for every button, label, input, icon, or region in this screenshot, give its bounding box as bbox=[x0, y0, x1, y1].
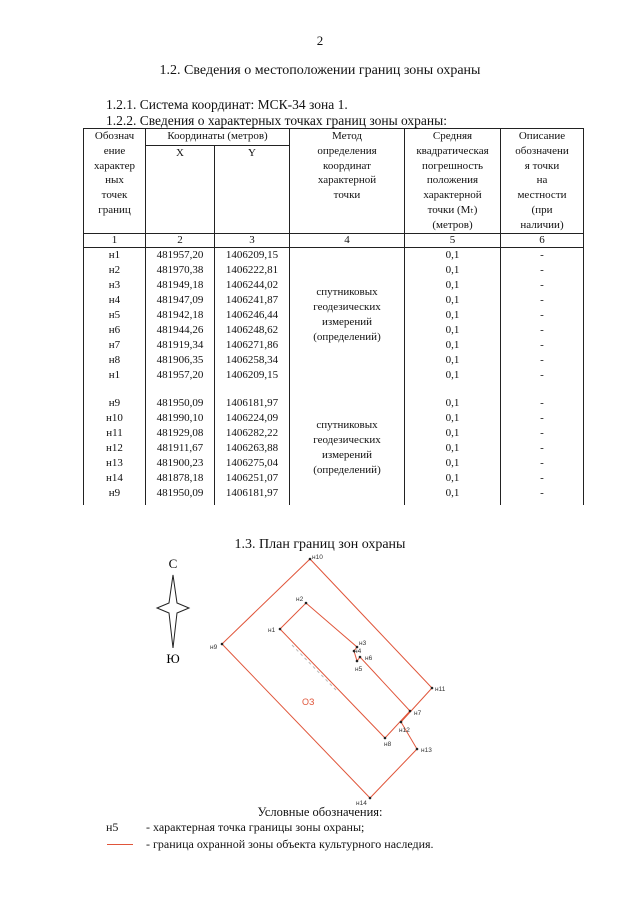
plan-point-label: н14 bbox=[356, 800, 367, 807]
compass-north: С bbox=[168, 556, 178, 571]
col-number: 4 bbox=[290, 233, 405, 247]
cell-point: н9 bbox=[84, 486, 146, 501]
cell-error: 0,1 bbox=[405, 353, 501, 368]
compass-icon bbox=[157, 556, 189, 666]
header-error: Средняя квадратическая погрешность положения характерной точки (Mₜ) (метров) bbox=[405, 129, 501, 234]
cell-error: 0,1 bbox=[405, 471, 501, 486]
plan-point-label: н8 bbox=[384, 741, 392, 748]
cell-x: 481878,18 bbox=[146, 471, 215, 486]
cell-y: 1406282,22 bbox=[215, 426, 290, 441]
cell-y: 1406246,44 bbox=[215, 308, 290, 323]
inner-zone-boundary bbox=[280, 603, 410, 738]
cell-y: 1406271,86 bbox=[215, 338, 290, 353]
plan-point-label: н13 bbox=[421, 747, 432, 754]
cell-point: н10 bbox=[84, 411, 146, 426]
cell-y: 1406248,62 bbox=[215, 323, 290, 338]
cell-point: н9 bbox=[84, 396, 146, 411]
cell-error: 0,1 bbox=[405, 368, 501, 383]
cell-x: 481942,18 bbox=[146, 308, 215, 323]
plan-point bbox=[359, 656, 362, 659]
plan-point-label: н6 bbox=[365, 655, 373, 662]
axis-line bbox=[292, 645, 336, 690]
legend-point-desc: - характерная точка границы зоны охраны; bbox=[146, 820, 365, 834]
cell-x: 481957,20 bbox=[146, 368, 215, 383]
plan-point bbox=[400, 721, 403, 724]
section-title-1-2: 1.2. Сведения о местоположении границ зоны охраны bbox=[159, 63, 481, 78]
cell-error: 0,1 bbox=[405, 486, 501, 501]
cell-error: 0,1 bbox=[405, 293, 501, 308]
cell-desc: - bbox=[501, 263, 584, 278]
cell-x: 481900,23 bbox=[146, 456, 215, 471]
cell-point: н3 bbox=[84, 278, 146, 293]
plan-point-label: н5 bbox=[355, 666, 363, 673]
col-number: 2 bbox=[146, 233, 215, 247]
cell-point: н2 bbox=[84, 263, 146, 278]
cell-x: 481929,08 bbox=[146, 426, 215, 441]
compass-south: Ю bbox=[166, 651, 180, 666]
header-x: X bbox=[146, 145, 215, 233]
plan-point-label: н12 bbox=[399, 727, 410, 734]
cell-error: 0,1 bbox=[405, 456, 501, 471]
plan-point-label: н2 bbox=[296, 596, 304, 603]
cell-y: 1406244,02 bbox=[215, 278, 290, 293]
plan-point-label: н4 bbox=[354, 648, 362, 655]
plan-point bbox=[356, 660, 359, 663]
cell-x: 481957,20 bbox=[146, 247, 215, 263]
cell-error: 0,1 bbox=[405, 278, 501, 293]
cell-x: 481947,09 bbox=[146, 293, 215, 308]
cell-point: н7 bbox=[84, 338, 146, 353]
cell-error: 0,1 bbox=[405, 338, 501, 353]
plan-point bbox=[384, 737, 387, 740]
cell-error: 0,1 bbox=[405, 323, 501, 338]
cell-point: н12 bbox=[84, 441, 146, 456]
coord-system-line: 1.2.1. Система координат: МСК-34 зона 1. bbox=[106, 97, 348, 112]
cell-desc: - bbox=[501, 247, 584, 263]
cell-point: н11 bbox=[84, 426, 146, 441]
cell-x: 481944,26 bbox=[146, 323, 215, 338]
plan-geometry bbox=[210, 554, 446, 807]
plan-point bbox=[309, 558, 312, 561]
header-coordinates: Координаты (метров) bbox=[146, 129, 290, 146]
cell-x: 481970,38 bbox=[146, 263, 215, 278]
cell-desc: - bbox=[501, 411, 584, 426]
cell-y: 1406258,34 bbox=[215, 353, 290, 368]
cell-y: 1406275,04 bbox=[215, 456, 290, 471]
cell-y: 1406209,15 bbox=[215, 247, 290, 263]
col-number: 3 bbox=[215, 233, 290, 247]
col-number: 1 bbox=[84, 233, 146, 247]
cell-y: 1406241,87 bbox=[215, 293, 290, 308]
zone-label: ОЗ bbox=[302, 697, 315, 707]
cell-desc: - bbox=[501, 338, 584, 353]
char-points-title: 1.2.2. Сведения о характерных точках границ зоны охраны: bbox=[106, 113, 447, 128]
cell-y: 1406181,97 bbox=[215, 396, 290, 411]
plan-point bbox=[409, 710, 412, 713]
legend-line-sample bbox=[107, 844, 133, 845]
cell-desc: - bbox=[501, 441, 584, 456]
plan-point-label: н3 bbox=[359, 640, 367, 647]
cell-method: спутниковых геодезических измерений (определений) bbox=[290, 247, 405, 383]
header-y: Y bbox=[215, 145, 290, 233]
cell-desc: - bbox=[501, 456, 584, 471]
cell-desc: - bbox=[501, 323, 584, 338]
col-number: 6 bbox=[501, 233, 584, 247]
cell-x: 481949,18 bbox=[146, 278, 215, 293]
plan-point bbox=[369, 797, 372, 800]
cell-error: 0,1 bbox=[405, 308, 501, 323]
cell-y: 1406263,88 bbox=[215, 441, 290, 456]
cell-point: н5 bbox=[84, 308, 146, 323]
cell-point: н4 bbox=[84, 293, 146, 308]
legend-point-symbol: н5 bbox=[106, 820, 119, 834]
cell-point: н1 bbox=[84, 368, 146, 383]
plan-point bbox=[279, 628, 282, 631]
cell-error: 0,1 bbox=[405, 411, 501, 426]
col-number: 5 bbox=[405, 233, 501, 247]
cell-point: н14 bbox=[84, 471, 146, 486]
cell-x: 481950,09 bbox=[146, 396, 215, 411]
cell-desc: - bbox=[501, 308, 584, 323]
cell-error: 0,1 bbox=[405, 396, 501, 411]
cell-y: 1406222,81 bbox=[215, 263, 290, 278]
plan-point bbox=[305, 602, 308, 605]
cell-error: 0,1 bbox=[405, 441, 501, 456]
plan-point-label: н1 bbox=[268, 627, 276, 634]
cell-y: 1406224,09 bbox=[215, 411, 290, 426]
cell-x: 481911,67 bbox=[146, 441, 215, 456]
header-point-name: Обознач ение характер ных точек границ bbox=[84, 129, 146, 234]
legend-line-desc: - граница охранной зоны объекта культурного наследия. bbox=[146, 837, 434, 851]
cell-y: 1406251,07 bbox=[215, 471, 290, 486]
cell-desc: - bbox=[501, 396, 584, 411]
cell-x: 481950,09 bbox=[146, 486, 215, 501]
plan-point-label: н11 bbox=[435, 686, 446, 693]
cell-point: н6 bbox=[84, 323, 146, 338]
cell-point: н13 bbox=[84, 456, 146, 471]
cell-desc: - bbox=[501, 486, 584, 501]
cell-x: 481906,35 bbox=[146, 353, 215, 368]
cell-desc: - bbox=[501, 353, 584, 368]
cell-error: 0,1 bbox=[405, 263, 501, 278]
plan-point-label: н7 bbox=[414, 710, 422, 717]
cell-method: спутниковых геодезических измерений (определений) bbox=[290, 396, 405, 501]
plan-point bbox=[416, 748, 419, 751]
cell-desc: - bbox=[501, 471, 584, 486]
page-number: 2 bbox=[316, 33, 324, 48]
header-description: Описание обозначени я точки на местности (при наличии) bbox=[501, 129, 584, 234]
cell-error: 0,1 bbox=[405, 247, 501, 263]
cell-point: н8 bbox=[84, 353, 146, 368]
section-title-1-3: 1.3. План границ зон охраны bbox=[234, 537, 406, 552]
cell-y: 1406209,15 bbox=[215, 368, 290, 383]
header-method: Метод определения координат характерной точки bbox=[290, 129, 405, 234]
cell-desc: - bbox=[501, 293, 584, 308]
legend-title: Условные обозначения: bbox=[257, 805, 383, 819]
cell-desc: - bbox=[501, 426, 584, 441]
cell-desc: - bbox=[501, 368, 584, 383]
cell-x: 481919,34 bbox=[146, 338, 215, 353]
cell-point: н1 bbox=[84, 247, 146, 263]
cell-desc: - bbox=[501, 278, 584, 293]
cell-y: 1406181,97 bbox=[215, 486, 290, 501]
cell-error: 0,1 bbox=[405, 426, 501, 441]
plan-point bbox=[221, 643, 224, 646]
plan-point bbox=[431, 687, 434, 690]
plan-point-label: н9 bbox=[210, 644, 218, 651]
cell-x: 481990,10 bbox=[146, 411, 215, 426]
plan-point-label: н10 bbox=[312, 554, 323, 561]
